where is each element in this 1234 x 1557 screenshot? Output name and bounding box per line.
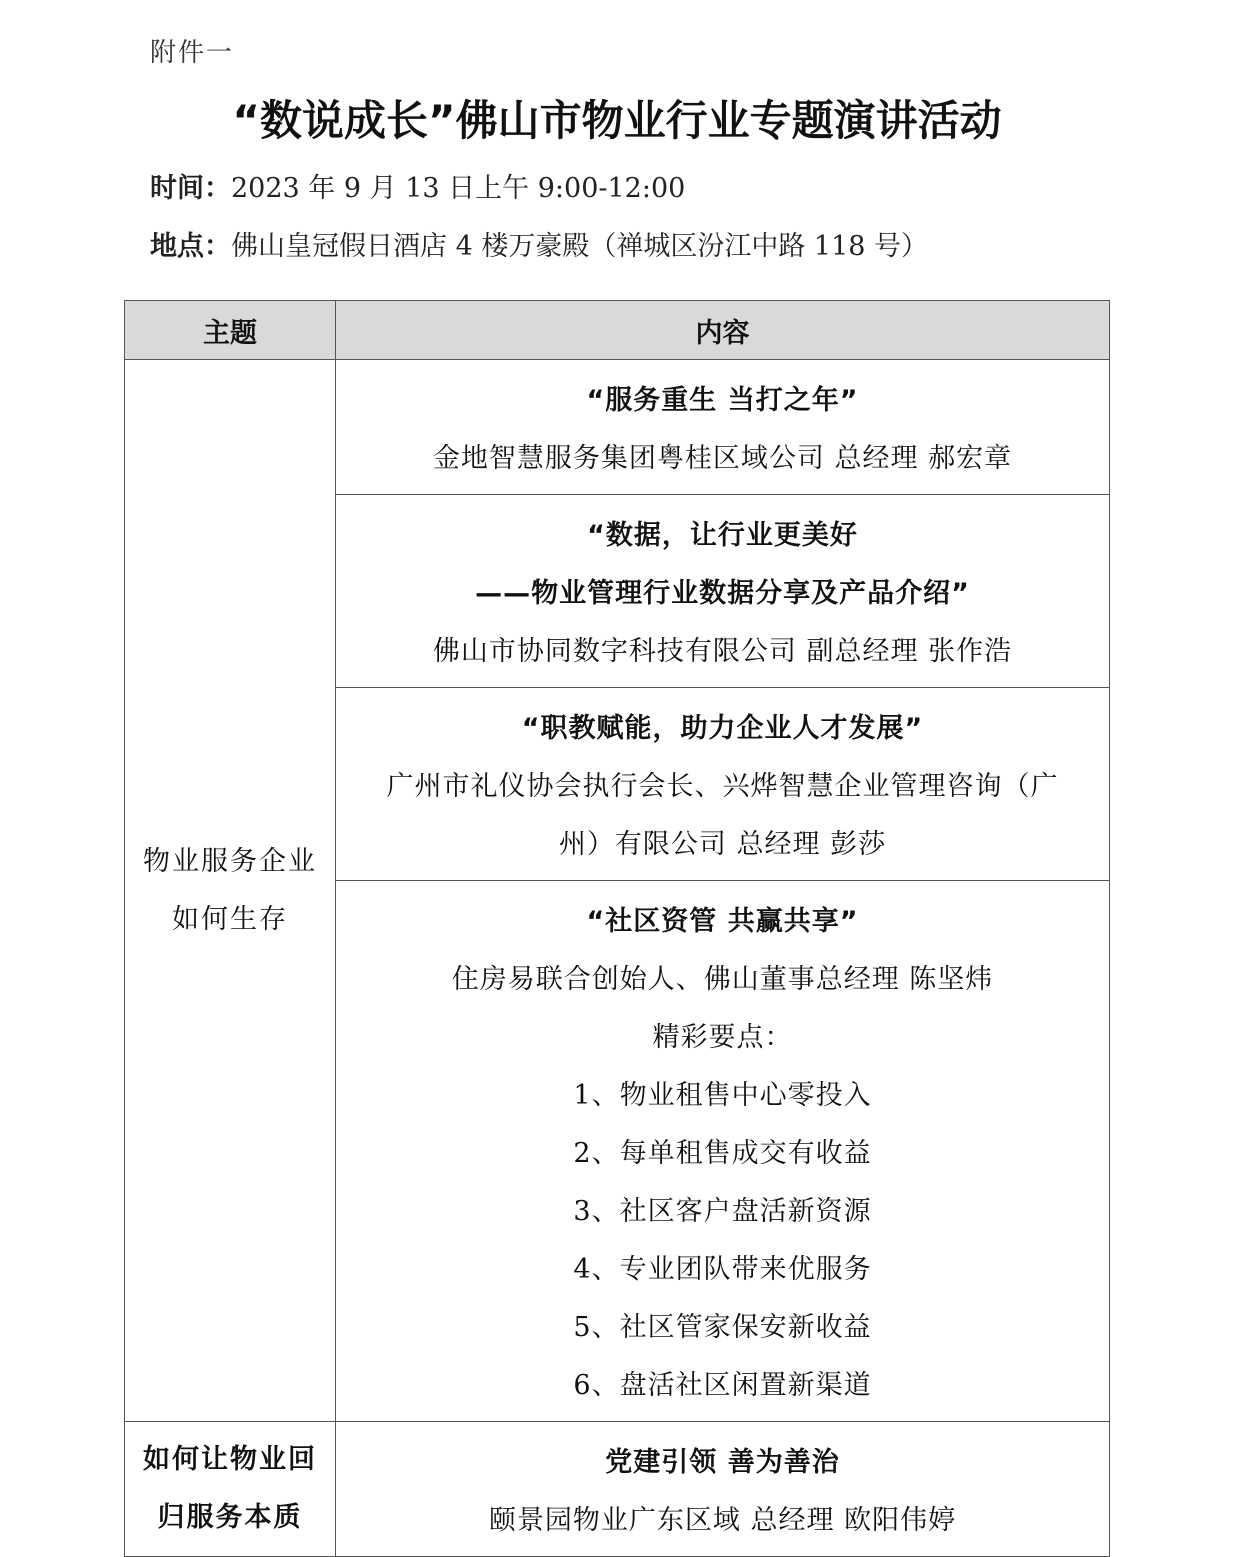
agenda-table	[124, 300, 1110, 1557]
talk-title: “数据，让行业更美好	[587, 520, 858, 551]
highlight-item: 5、社区管家保安新收益	[573, 1312, 872, 1343]
header-content: 内容	[336, 301, 1110, 360]
talk-title: ——物业管理行业数据分享及产品介绍”	[475, 578, 970, 609]
talk-cell	[336, 360, 1110, 495]
event-time	[150, 166, 685, 205]
highlight-item: 4、专业团队带来优服务	[573, 1254, 872, 1285]
talk-speaker: 住房易联合创始人、佛山董事总经理 陈坚炜	[451, 964, 994, 995]
topic-cell	[125, 1422, 336, 1557]
highlight-item: 1、物业租售中心零投入	[573, 1080, 872, 1111]
talk-title: “社区资管 共赢共享”	[586, 906, 859, 937]
highlights-label: 精彩要点：	[652, 1022, 793, 1053]
talk-title: “服务重生 当打之年”	[586, 385, 859, 416]
talk-speaker: 颐景园物业广东区域 总经理 欧阳伟婷	[488, 1505, 957, 1536]
talk-cell	[336, 881, 1110, 1422]
topic-line: 归服务本质	[157, 1502, 303, 1533]
highlight-item: 2、每单租售成交有收益	[573, 1138, 872, 1169]
table-header-row	[125, 301, 1110, 360]
time-label: 时间：	[150, 173, 231, 204]
talk-cell	[336, 688, 1110, 881]
place-value: 佛山皇冠假日酒店 4 楼万豪殿（禅城区汾江中路 118 号）	[231, 231, 929, 262]
talk-title: 党建引领 善为善治	[605, 1447, 840, 1478]
attachment-label: 附件一	[150, 38, 235, 68]
topic-line: 如何让物业回	[143, 1444, 317, 1475]
talk-speaker: 金地智慧服务集团粤桂区域公司 总经理 郝宏章	[432, 443, 1013, 474]
topic-line: 物业服务企业	[143, 845, 317, 877]
highlight-item: 3、社区客户盘活新资源	[573, 1196, 872, 1227]
table-row	[125, 1422, 1110, 1557]
header-topic: 主题	[125, 301, 336, 360]
table-row	[125, 360, 1110, 495]
topic-cell	[125, 360, 336, 1422]
place-label: 地点：	[150, 231, 231, 262]
talk-title: “职教赋能，助力企业人才发展”	[521, 713, 924, 744]
talk-speaker: 州）有限公司 总经理 彭莎	[558, 829, 887, 860]
talk-speaker: 广州市礼仪协会执行会长、兴烨智慧企业管理咨询（广	[386, 771, 1059, 802]
talk-cell	[336, 495, 1110, 688]
talk-cell	[336, 1422, 1110, 1557]
document-title: “数说成长”佛山市物业行业专题演讲活动	[232, 96, 1002, 145]
talk-speaker: 佛山市协同数字科技有限公司 副总经理 张作浩	[432, 636, 1013, 667]
event-place	[150, 224, 928, 263]
highlight-item: 6、盘活社区闲置新渠道	[573, 1370, 872, 1401]
time-value: 2023 年 9 月 13 日上午 9:00-12:00	[231, 173, 686, 204]
topic-line: 如何生存	[172, 903, 288, 935]
